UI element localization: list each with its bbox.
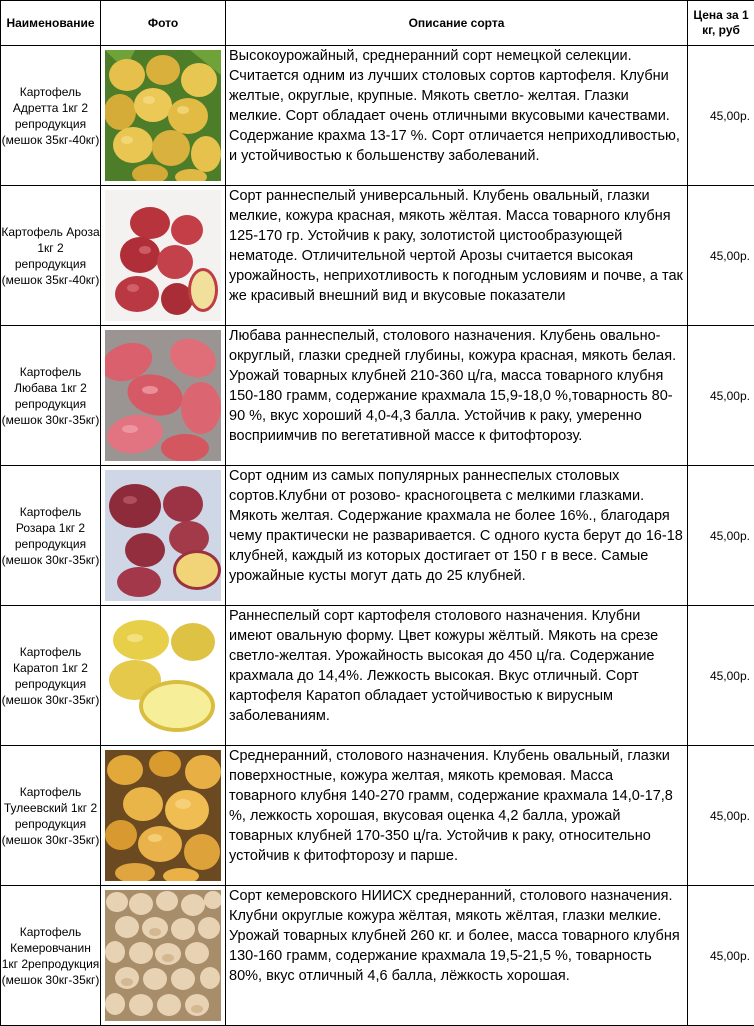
table-row [1, 46, 754, 186]
product-price: 45,00р. [688, 746, 754, 886]
table-row [1, 326, 754, 466]
product-price: 45,00р. [688, 886, 754, 1026]
product-name: Картофель Ароза 1кг 2 репродукция (мешок 35кг-40кг) [1, 186, 101, 326]
header-name: Наименование [1, 1, 101, 46]
golden-potatoes-photo [105, 750, 221, 881]
yellow-potatoes-pile-photo [105, 50, 221, 181]
small-beige-potatoes-photo [105, 890, 221, 1021]
product-name: Картофель Тулеевский 1кг 2 репродукция (мешок 30кг-35кг) [1, 746, 101, 886]
product-name: Картофель Любава 1кг 2 репродукция (мешок 30кг-35кг) [1, 326, 101, 466]
yellow-potatoes-cut-photo [105, 610, 221, 741]
header-photo: Фото [101, 1, 226, 46]
product-price: 45,00р. [688, 186, 754, 326]
header-price: Цена за 1 кг, руб [688, 1, 754, 46]
product-name: Картофель Розара 1кг 2 репродукция (мешок 30кг-35кг) [1, 466, 101, 606]
product-description: Сорт кемеровского НИИСХ среднеранний, столового назначения. Клубни округлые кожура жёлтая, мякоть жёлтая, глазки мелкие. Урожай товарных клубней 260 кг. и более, масса товарного клубня 130-160 грамм, содержание крахмала 19,5-21,5 %, товарность 80%, вкус отличный 4,6 балла, лёжкость хорошая. [226, 886, 688, 1026]
table-row [1, 746, 754, 886]
table-row [1, 186, 754, 326]
table-row [1, 606, 754, 746]
table-row [1, 886, 754, 1026]
table-header-row [1, 1, 754, 46]
pink-oval-potatoes-photo [105, 330, 221, 461]
product-description: Высокоурожайный, среднеранний сорт немецкой селекции. Считается одним из лучших столовых сортов картофеля. Клубни желтые, округлые, крупные. Мякоть светло- желтая. Глазки мелкие. Сорт обладает очень отличными вкусовыми качествами. Содержание крахма 13-17 %. Сорт отличается неприходливостью, и устойчивостью к большенству заболеваний. [226, 46, 688, 186]
product-description: Раннеспелый сорт картофеля столового назначения. Клубни имеют овальную форму. Цвет кожуры жёлтый. Мякоть на срезе светло-желтая. Урожайность высокая до 450 ц/га. Содержание крахмала до 14,4%. Лежкость высокая. Вкус отличный. Сорт картофеля Каратоп обладает устойчивостью к вирусным заболеваниям. [226, 606, 688, 746]
product-description: Сорт раннеспелый универсальный. Клубень овальный, глазки мелкие, кожура красная, мякоть жёлтая. Масса товарного клубня 125-170 гр. Устойчив к раку, золотистой цистообразующей нематоде. Отличительной чертой Арозы считается высокая урожайность, неприхотливость к погодным условиям и почве, а так же красивый внешний вид и вкусовые показатели [226, 186, 688, 326]
product-description: Любава раннеспелый, столового назначения. Клубень овально-округлый, глазки средней глубины, кожура красная, мякоть белая. Урожай товарных клубней 210-360 ц/га, масса товарного клубня 150-180 грамм, содержание крахмала 15,9-18,0 %,товарность 80-90 %, вкус хороший 4,0-4,3 балла. Устойчив к раку, умеренно восприимчив по вегетативной массе к фитофторозу. [226, 326, 688, 466]
header-description: Описание сорта [226, 1, 688, 46]
product-price: 45,00р. [688, 466, 754, 606]
product-price: 45,00р. [688, 326, 754, 466]
red-potatoes-cut-photo [105, 190, 221, 321]
product-name: Картофель Адретта 1кг 2 репродукция (мешок 35кг-40кг) [1, 46, 101, 186]
product-description: Сорт одним из самых популярных раннеспелых столовых сортов.Клубни от розово- красногоцвета с мелкими глазками. Мякоть желтая. Содержание крахмала не более 16%., благодаря чему практически не разваривается. С одного куста берут до 16-18 клубней, каждый из которых достигает от 150 г в весе. Самые урожайные кусты могут дать до 25 клубней. [226, 466, 688, 606]
product-description: Среднеранний, столового назначения. Клубень овальный, глазки поверхностные, кожура желтая, мякоть кремовая. Масса товарного клубня 140-270 грамм, содержание крахмала 14,0-17,8 %, лежкость хорошая, вкусовая оценка 4,2 балла, урожай товарных клубней 170-350 ц/га. Устойчив к раку, относительно устойчив к фитофторозу и парше. [226, 746, 688, 886]
table-row [1, 466, 754, 606]
product-name: Картофель Каратоп 1кг 2 репродукция (мешок 30кг-35кг) [1, 606, 101, 746]
product-name: Картофель Кемеровчанин 1кг 2репродукция (мешок 30кг-35кг) [1, 886, 101, 1026]
product-price: 45,00р. [688, 46, 754, 186]
dark-red-potatoes-cut-photo [105, 470, 221, 601]
product-price: 45,00р. [688, 606, 754, 746]
